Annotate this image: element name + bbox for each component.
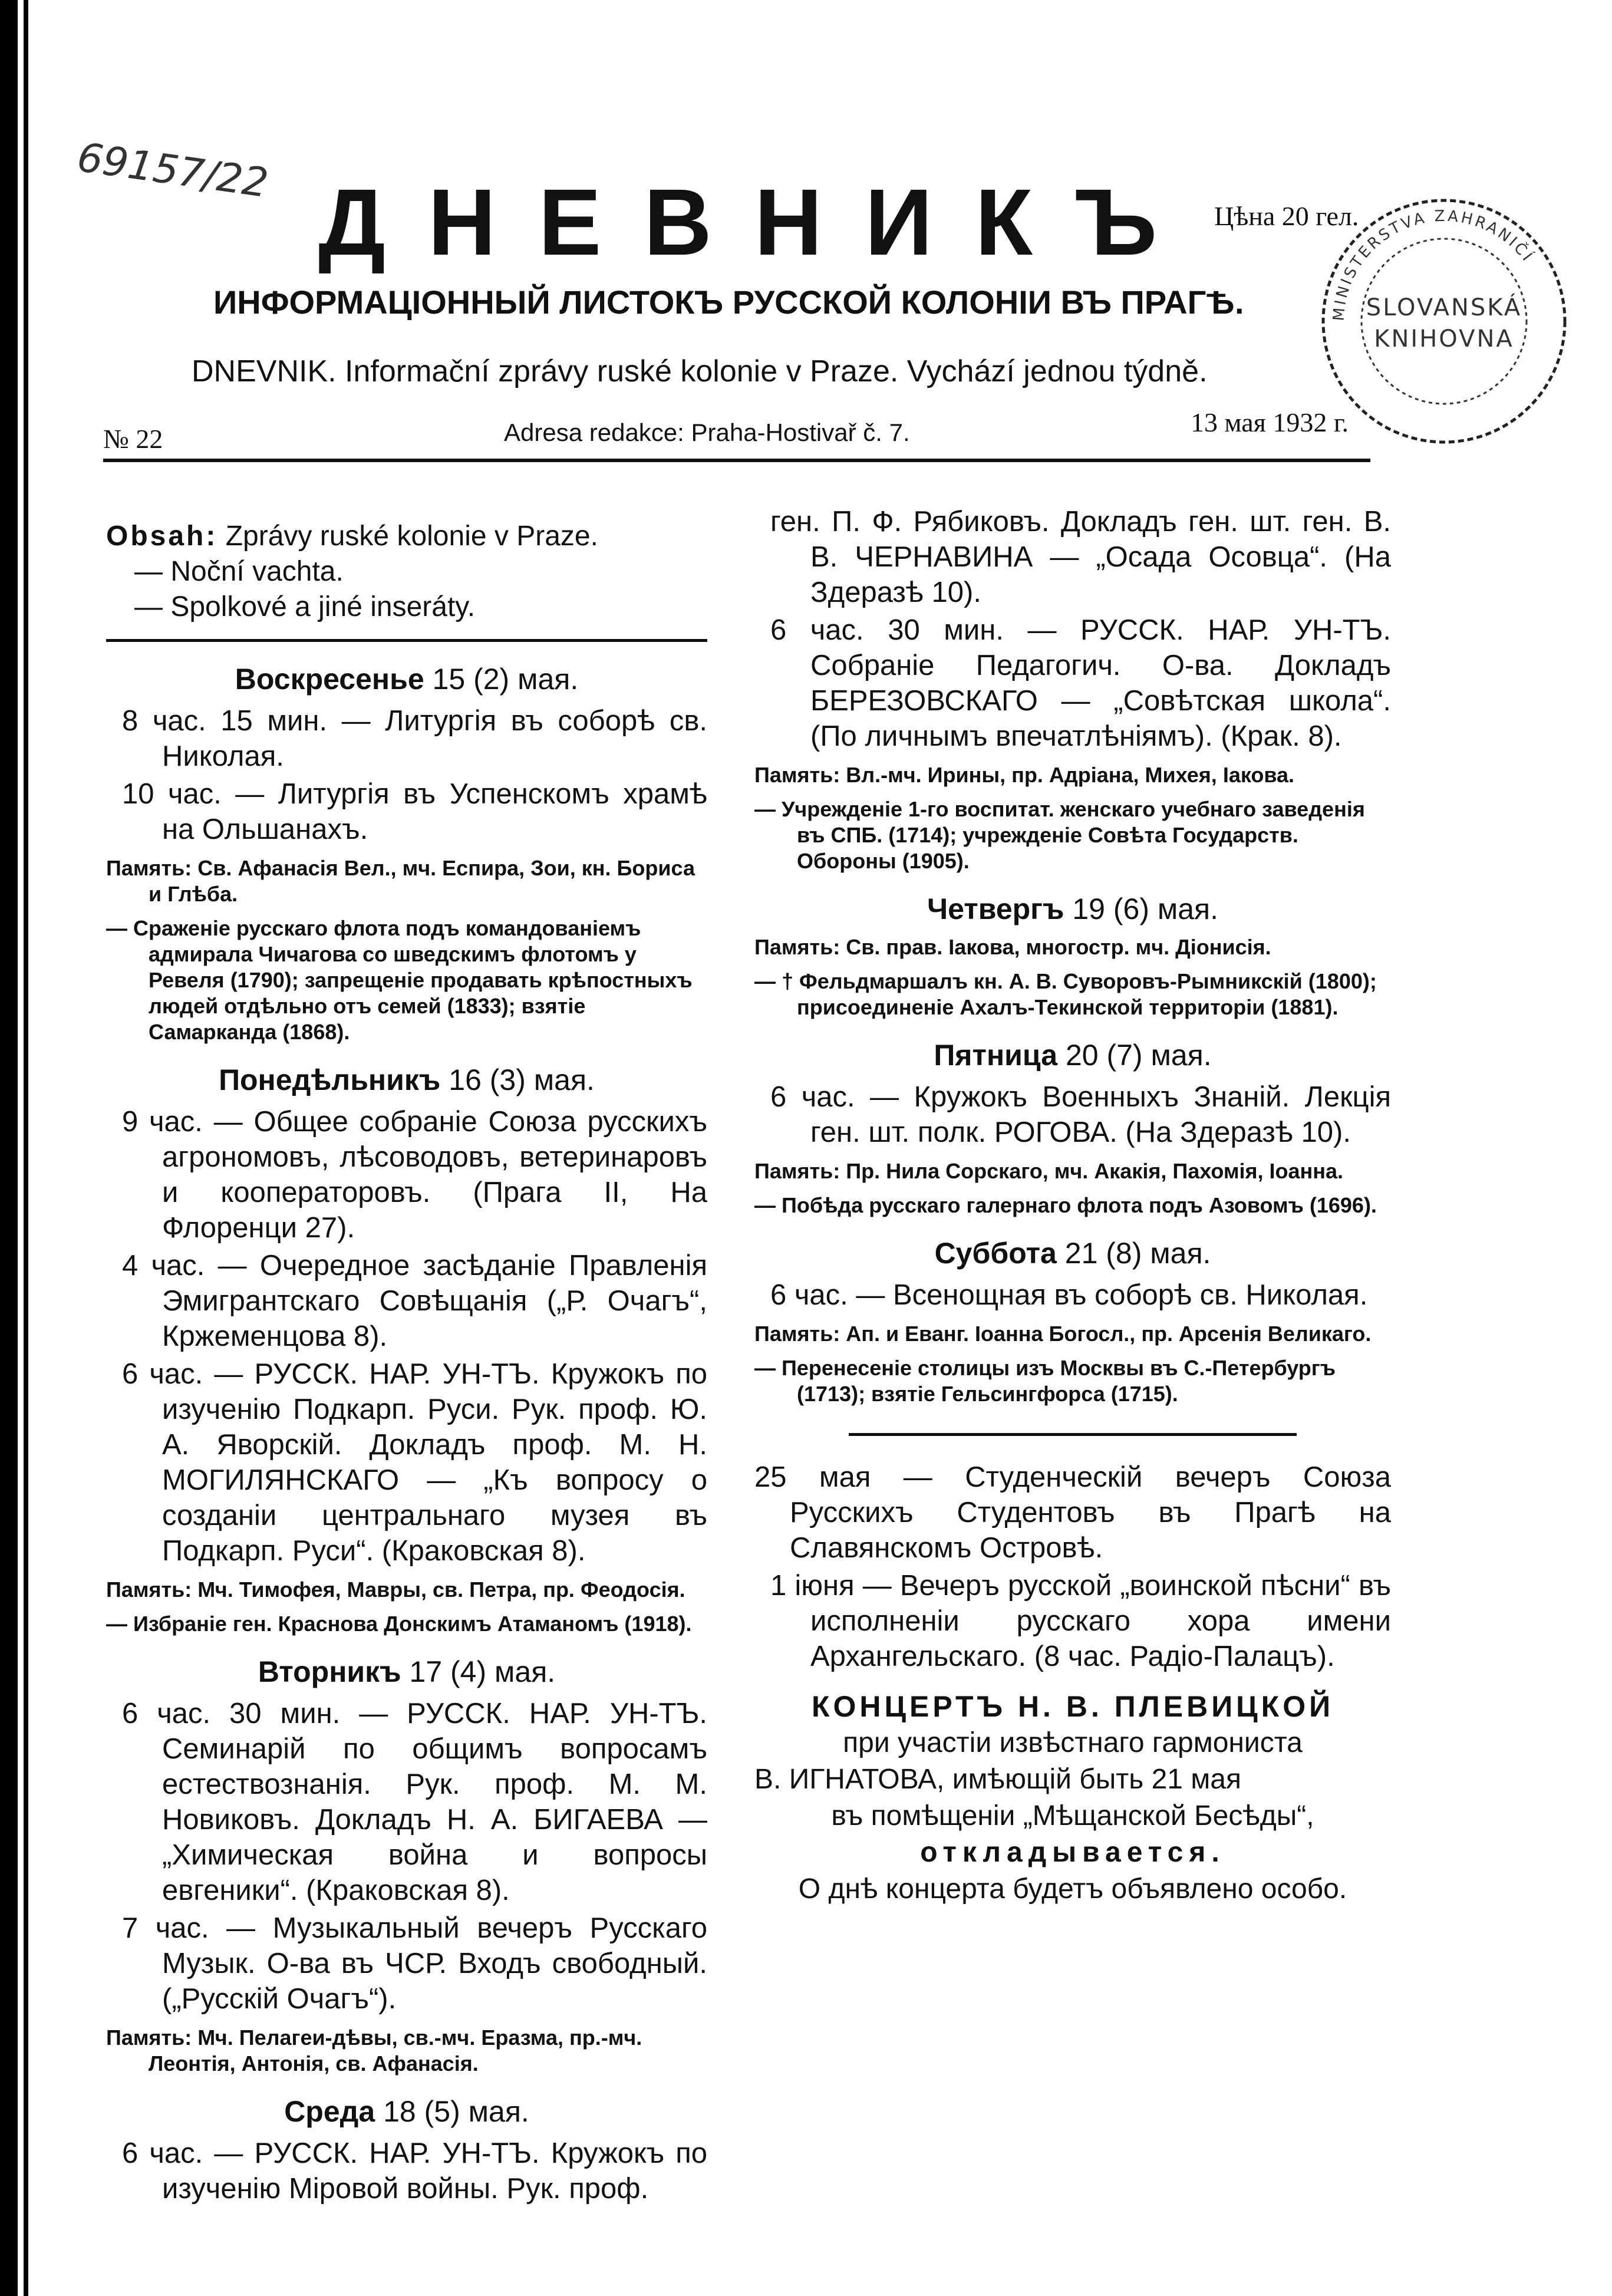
- handwritten-shelfmark: 69157/22: [74, 134, 271, 207]
- event-item-continued: ген. П. Ф. Рябиковъ. Докладъ ген. шт. ген. В. В. ЧЕРНАВИНА — „Осада Осовца“. (На Здеразѣ 10).: [770, 506, 1391, 608]
- right-column: [754, 504, 1391, 1908]
- scan-border-inner: [24, 0, 28, 2296]
- history-note: — Избраніе ген. Краснова Донскимъ Атаманомъ (1918).: [106, 1612, 692, 1636]
- concert-line: О днѣ концерта будетъ объявлено особо.: [798, 1873, 1347, 1905]
- day-heading-tuesday: Вторникъ 17 (4) мая.: [258, 1655, 556, 1688]
- concert-heading: КОНЦЕРТЪ Н. В. ПЛЕВИЦКОЙ: [811, 1690, 1334, 1723]
- event-item: 9 час. — Общее собраніе Союза русскихъ агрономовъ, лѣсоводовъ, ветеринаровъ и кооператоровъ. (Прага II, На Флоренци 27).: [122, 1106, 707, 1244]
- czech-subtitle: DNEVNIK. Informační zprávy ruské kolonie v Praze. Vychází jednou týdně.: [192, 354, 1208, 388]
- day-heading-friday: Пятница 20 (7) мая.: [934, 1039, 1212, 1072]
- stamp-ring-text: MINISTERSTVA ZAHRANIČÍ: [1330, 207, 1537, 322]
- concert-line: при участіи извѣстнаго гармониста: [843, 1727, 1303, 1758]
- event-item: 6 час. — РУССК. НАР. УН-ТЪ. Кружокъ по изученію Подкарп. Руси. Рук. проф. Ю. А. Яворскій. Докладъ проф. М. Н. МОГИЛЯНСКАГО — „Къ вопросу о созданіи центральнаго музея въ Подкарп. Руси“. (Краковская 8).: [122, 1358, 707, 1567]
- left-column: [106, 519, 707, 2209]
- stamp-line-1: SLOVANSKÁ: [1366, 294, 1522, 321]
- issue-date: 13 мая 1932 г.: [1191, 407, 1349, 437]
- header-rule: [103, 459, 1370, 462]
- day-heading-saturday: Суббота 21 (8) мая.: [934, 1237, 1211, 1270]
- section-divider: [106, 639, 707, 642]
- history-note: — Учрежденіе 1-го воспитат. женскаго учебнаго заведенія въ СПБ. (1714); учрежденіе Совѣта Государств. Обороны (1905).: [754, 797, 1365, 873]
- event-item: 4 час. — Очередное засѣданіе Правленія Эмигрантскаго Совѣщанія („Р. Очагъ“, Кржеменцова 8).: [122, 1250, 707, 1352]
- day-heading-monday: Понедѣльникъ 16 (3) мая.: [219, 1063, 595, 1096]
- price-label: Цѣна 20 гел.: [1214, 201, 1359, 231]
- history-note: — Побѣда русскаго галернаго флота подъ Азовомъ (1696).: [754, 1193, 1377, 1217]
- concert-notice: [754, 1688, 1391, 1908]
- event-item: 6 час. — Кружокъ Военныхъ Знаній. Лекція ген. шт. полк. РОГОВА. (На Здеразѣ 10).: [770, 1081, 1391, 1148]
- concert-line: въ помѣщеніи „Мѣщанской Бесѣды“,: [831, 1800, 1314, 1831]
- contents-block: [106, 519, 707, 625]
- memorial-note: Память: Св. Афанасія Вел., мч. Еспира, Зои, кн. Бориса и Глѣба.: [106, 856, 695, 906]
- library-stamp: [1317, 195, 1571, 448]
- contents-label: Obsah:: [106, 521, 218, 552]
- event-item: 6 час. — РУССК. НАР. УН-ТЪ. Кружокъ по изученію Міровой войны. Рук. проф.: [122, 2137, 707, 2205]
- event-item: 6 час. 30 мин. — РУССК. НАР. УН-ТЪ. Собраніе Педагогич. О-ва. Докладъ БЕРЕЗОВСКАГО — „Совѣтская школа“. (По личнымъ впечатлѣніямъ). (Крак. 8).: [770, 614, 1391, 752]
- section-divider: [849, 1433, 1297, 1436]
- memorial-note: Память: Св. прав. Іакова, многостр. мч. Діонисія.: [754, 935, 1271, 959]
- history-note: — Сраженіе русскаго флота подъ командованіемъ адмирала Чичагова со шведскимъ флотомъ у Ревеля (1790); запрещеніе продавать крѣпостныхъ людей отдѣльно отъ семей (1833); взятіе Самарканда (1868).: [106, 916, 693, 1044]
- day-heading-sunday: Воскресенье 15 (2) мая.: [235, 663, 579, 696]
- event-item: 6 час. 30 мин. — РУССК. НАР. УН-ТЪ. Семинарій по общимъ вопросамъ естествознанія. Рук. проф. М. М. Новиковъ. Докладъ Н. А. БИГАЕВА — „Химическая война и вопросы евгеники“. (Краковская 8).: [122, 1698, 707, 1906]
- contents-item: — Spolkové a jiné inseráty.: [134, 591, 476, 622]
- contents-item: Zprávy ruské kolonie v Praze.: [225, 521, 598, 552]
- announcement: 1 іюня — Вечеръ русской „воинской пѣсни“ въ исполненіи русскаго хора имени Архангельскаго. (8 час. Радіо-Палацъ).: [770, 1570, 1391, 1672]
- day-heading-wednesday: Среда 18 (5) мая.: [284, 2095, 529, 2128]
- newspaper-title: ДНЕВНИКЪ: [318, 169, 1200, 275]
- memorial-note: Память: Мч. Пелагеи-дѣвы, св.-мч. Еразма, пр.-мч. Леонтія, Антонія, св. Афанасія.: [106, 2025, 642, 2076]
- memorial-note: Память: Вл.-мч. Ирины, пр. Адріана, Михея, Іакова.: [754, 763, 1295, 787]
- issue-number: № 22: [103, 424, 163, 454]
- memorial-note: Память: Пр. Нила Сорскаго, мч. Акакія, Пахомія, Іоанна.: [754, 1159, 1344, 1183]
- concert-postponed: откладывается.: [920, 1837, 1225, 1868]
- history-note: — † Фельдмаршалъ кн. А. В. Суворовъ-Рымникскій (1800); присоединеніе Ахалъ-Текинской территоріи (1881).: [754, 969, 1377, 1019]
- stamp-line-2: KNIHOVNA: [1374, 325, 1514, 353]
- scan-border: [0, 0, 18, 2296]
- memorial-note: Память: Мч. Тимофея, Мавры, св. Петра, пр. Феодосія.: [106, 1577, 685, 1602]
- history-note: — Перенесеніе столицы изъ Москвы въ С.-Петербургъ (1713); взятіе Гельсингфорса (1715).: [754, 1356, 1336, 1406]
- contents-item: — Noční vachta.: [134, 556, 344, 587]
- event-item: 6 час. — Всенощная въ соборѣ св. Николая.: [770, 1279, 1368, 1311]
- editorial-address: Adresa redakce: Praha-Hostivař č. 7.: [504, 419, 910, 446]
- memorial-note: Память: Ап. и Еванг. Іоанна Богосл., пр. Арсенія Великаго.: [754, 1322, 1372, 1346]
- event-item: 10 час. — Литургія въ Успенскомъ храмѣ на Ольшанахъ.: [122, 778, 707, 845]
- event-item: 7 час. — Музыкальный вечеръ Русскаго Музык. О-ва въ ЧСР. Входъ свободный. („Русскій Очагъ“).: [122, 1912, 707, 2015]
- day-heading-thursday: Четвергъ 19 (6) мая.: [927, 892, 1219, 925]
- concert-line: В. ИГНАТОВА, имѣющій быть 21 мая: [754, 1764, 1241, 1795]
- newspaper-subtitle: ИНФОРМАЦІОННЫЙ ЛИСТОКЪ РУССКОЙ КОЛОНІИ ВЪ ПРАГѢ.: [213, 284, 1244, 321]
- announcement: 25 мая — Студенческій вечеръ Союза Русскихъ Студентовъ въ Прагѣ на Славянскомъ Островѣ.: [754, 1461, 1391, 1564]
- event-item: 8 час. 15 мин. — Литургія въ соборѣ св. Николая.: [122, 705, 707, 772]
